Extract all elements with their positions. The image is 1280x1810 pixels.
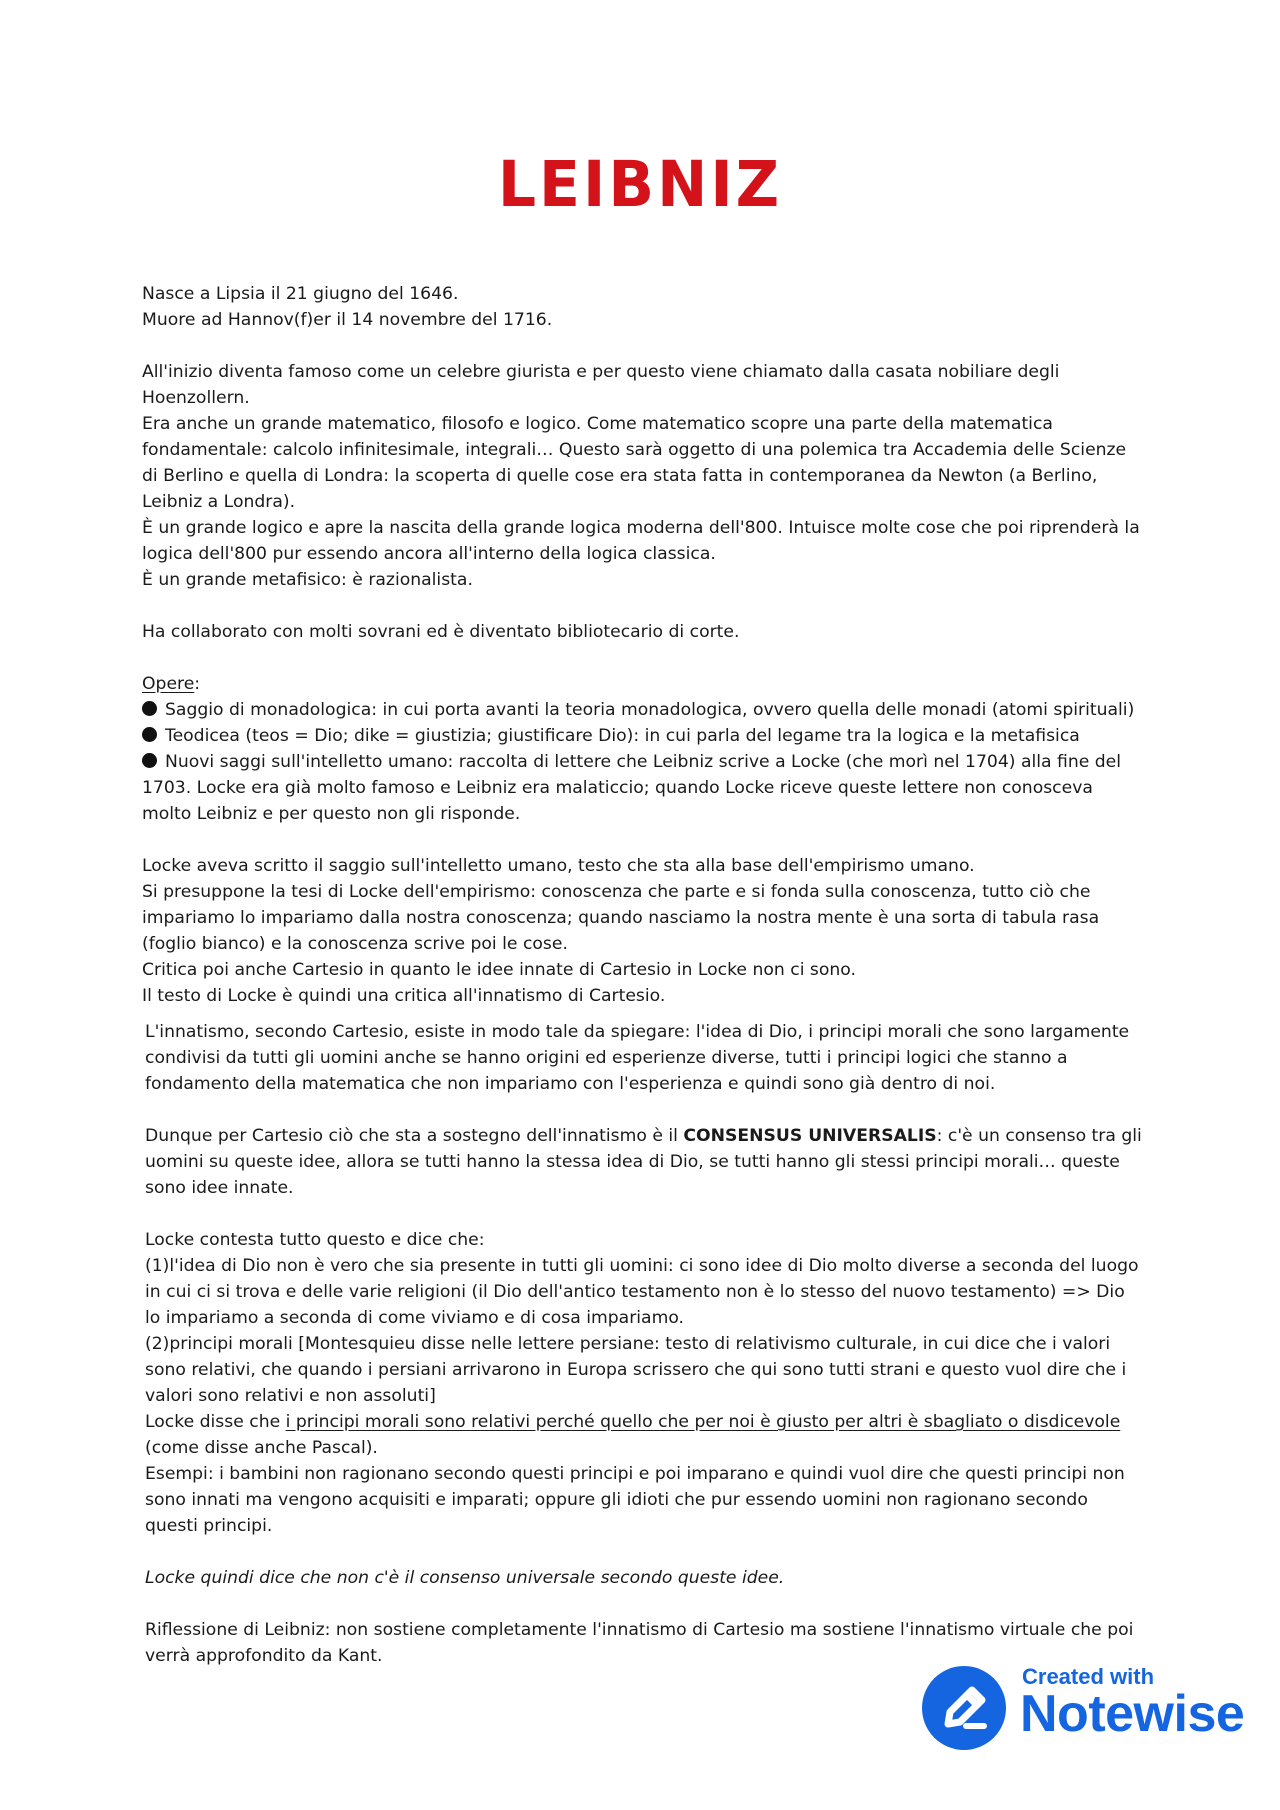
list-item: Teodicea (teos = Dio; dike = giustizia; giustificare Dio): in cui parla del legame tra la logica e la metafisica	[142, 723, 1142, 749]
bullet-icon	[142, 727, 157, 742]
paragraph: (1)l'idea di Dio non è vero che sia presente in tutti gli uomini: ci sono idee di Dio molto diverse a seconda del luogo in cui ci si trova e delle varie religioni (il Dio dell'antico testamento non è lo stesso del nuovo testamento) => Dio lo impariamo a seconda di come viviamo e di cosa impariamo.	[145, 1256, 1139, 1328]
paragraph: Esempi: i bambini non ragionano secondo questi principi e poi imparano e quindi vuol dire che questi principi non sono innati ma vengono acquisiti e imparati; oppure gli idioti che pur essendo uomini non ragionano secondo questi principi.	[145, 1464, 1125, 1536]
list-item: Nuovi saggi sull'intelletto umano: raccolta di lettere che Leibniz scrive a Locke (che morì nel 1704) alla fine del	[142, 749, 1142, 775]
pencil-icon	[922, 1666, 1006, 1750]
consensus-term: CONSENSUS UNIVERSALIS	[683, 1126, 937, 1146]
paragraph: (2)principi morali [Montesquieu disse nelle lettere persiane: testo di relativismo culturale, in cui dice che i valori sono relativi, che quando i persiani arrivarono in Europa scrissero che qui sono tutti strani e questo vuol dire che i valori sono relativi e non assoluti]	[145, 1334, 1127, 1406]
paragraph: Critica poi anche Cartesio in quanto le idee innate di Cartesio in Locke non ci sono.	[142, 960, 856, 980]
paragraph: Il testo di Locke è quindi una critica all'innatismo di Cartesio.	[142, 986, 666, 1006]
list-item-continuation: 1703. Locke era già molto famoso e Leibniz era malaticcio; quando Locke riceve queste lettere non conosceva molto Leibniz e per questo non gli risponde.	[142, 778, 1093, 824]
paragraph: È un grande logico e apre la nascita della grande logica moderna dell'800. Intuisce molte cose che poi riprenderà la logica dell'800 pur essendo ancora all'interno della logica classica.	[142, 518, 1140, 564]
paragraph: All'inizio diventa famoso come un celebre giurista e per questo viene chiamato dalla casata nobiliare degli Hoenzollern.	[142, 362, 1060, 408]
innatismo-section	[145, 1019, 1145, 1669]
paragraph: Riflessione di Leibniz: non sostiene completamente l'innatismo di Cartesio ma sostiene l'innatismo virtuale che poi verrà approfondito da Kant.	[145, 1620, 1134, 1666]
death-line: Muore ad Hannov(f)er il 14 novembre del 1716.	[142, 310, 553, 330]
bullet-icon	[142, 753, 157, 768]
paragraph: Locke contesta tutto questo e dice che:	[145, 1230, 485, 1250]
paragraph: Locke disse che i principi morali sono relativi perché quello che per noi è giusto per altri è sbagliato o disdicevole (come disse anche Pascal).	[145, 1412, 1121, 1458]
bullet-icon	[142, 701, 157, 716]
italic-conclusion: Locke quindi dice che non c'è il consenso universale secondo queste idee.	[145, 1568, 785, 1588]
intro-section	[142, 281, 1142, 1009]
paragraph: L'innatismo, secondo Cartesio, esiste in modo tale da spiegare: l'idea di Dio, i principi morali che sono largamente condivisi da tutti gli uomini anche se hanno origini ed esperienze diverse, tutti i principi logici che stanno a fondamento della matematica che non impariamo con l'esperienza e quindi sono già dentro di noi.	[145, 1022, 1130, 1094]
paragraph: Locke aveva scritto il saggio sull'intelletto umano, testo che sta alla base dell'empirismo umano.	[142, 856, 975, 876]
paragraph: Ha collaborato con molti sovrani ed è diventato bibliotecario di corte.	[142, 622, 740, 642]
notewise-logo	[922, 1662, 1252, 1782]
list-item: Saggio di monadologica: in cui porta avanti la teoria monadologica, ovvero quella delle monadi (atomi spirituali)	[142, 697, 1142, 723]
opere-heading: Opere:	[142, 674, 201, 694]
underlined-phrase: i principi morali sono relativi perché quello che per noi è giusto per altri è sbagliato o disdicevole	[285, 1412, 1121, 1432]
logo-tagline: Created with	[1022, 1664, 1155, 1689]
paragraph: Dunque per Cartesio ciò che sta a sostegno dell'innatismo è il CONSENSUS UNIVERSALIS: c'è un consenso tra gli uomini su queste idee, allora se tutti hanno la stessa idea di Dio, se tutti hanno gli stessi principi morali… queste sono idee innate.	[145, 1126, 1142, 1198]
paragraph: Era anche un grande matematico, filosofo e logico. Come matematico scopre una parte della matematica fondamentale: calcolo infinitesimale, integrali… Questo sarà oggetto di una polemica tra Accademia delle Scienze di Berlino e quella di Londra: la scoperta di quelle cose era stata fatta in contemporanea da Newton (a Berlino, Leibniz a Londra).	[142, 414, 1127, 512]
paragraph: È un grande metafisico: è razionalista.	[142, 570, 473, 590]
paragraph: Si presuppone la tesi di Locke dell'empirismo: conoscenza che parte e si fonda sulla conoscenza, tutto ciò che impariamo lo impariamo dalla nostra conoscenza; quando nasciamo la nostra mente è una sorta di tabula rasa (foglio bianco) e la conoscenza scrive poi le cose.	[142, 882, 1100, 954]
page-title: LEIBNIZ	[497, 148, 783, 222]
birth-line: Nasce a Lipsia il 21 giugno del 1646.	[142, 284, 459, 304]
logo-wordmark: Notewise	[1020, 1685, 1245, 1743]
